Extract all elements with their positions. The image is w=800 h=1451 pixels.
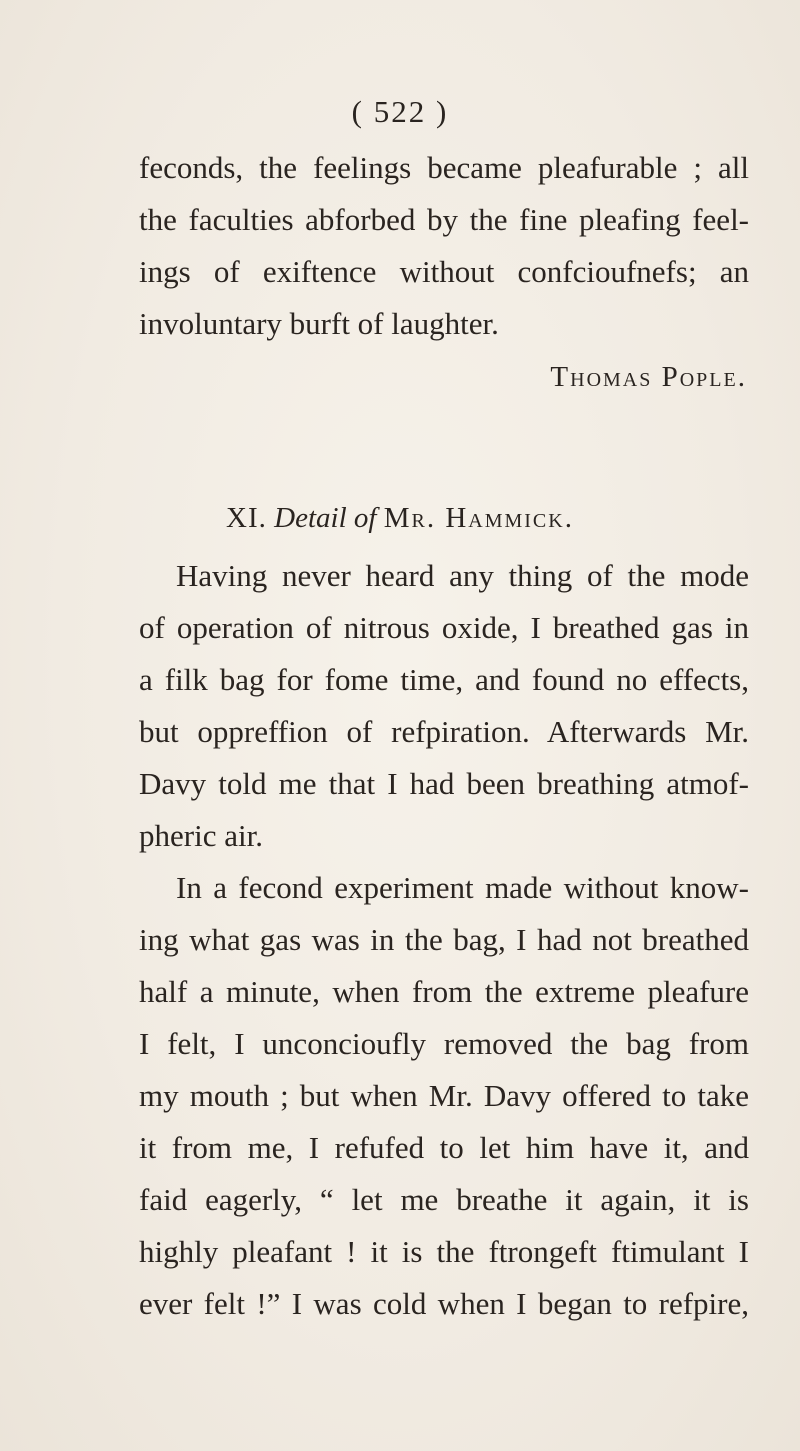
section-title-name: Mr. Hammick. xyxy=(383,502,574,534)
section-heading xyxy=(0,498,800,538)
signature: Thomas Pople. xyxy=(550,361,747,393)
text-line: faid eagerly, “ let me breathe it again, it is xyxy=(139,1182,749,1217)
text-line: involuntary burft of laughter. xyxy=(139,306,499,341)
text-line: ings of exiftence without confcioufnefs; an xyxy=(139,254,749,289)
text-line: In a fecond experiment made without know- xyxy=(176,870,749,905)
text-line: I felt, I unconcioufly removed the bag from xyxy=(139,1026,749,1061)
text-line: it from me, I refufed to let him have it, and xyxy=(139,1130,749,1165)
text-line: feconds, the feelings became pleafurable ; all xyxy=(139,150,749,185)
text-line: highly pleafant ! it is the ftrongeft ftimulant I xyxy=(139,1234,749,1269)
page-number: ( 522 ) xyxy=(351,94,449,129)
text-line: a filk bag for fome time, and found no effects, xyxy=(139,662,749,697)
text-line: ever felt !” I was cold when I began to refpire, xyxy=(139,1286,749,1321)
text-line: of operation of nitrous oxide, I breathed gas in xyxy=(139,610,749,645)
text-line: pheric air. xyxy=(139,818,263,853)
text-line: the faculties abforbed by the fine pleafing feel- xyxy=(139,202,749,237)
section-title-italic: Detail of xyxy=(274,502,377,534)
text-line: but oppreffion of refpiration. Afterwards Mr. xyxy=(139,714,749,749)
text-line: my mouth ; but when Mr. Davy offered to take xyxy=(139,1078,749,1113)
text-line: Having never heard any thing of the mode xyxy=(176,558,749,593)
text-line: half a minute, when from the extreme pleafure xyxy=(139,974,749,1009)
text-line: Davy told me that I had been breathing atmof- xyxy=(139,766,749,801)
text-line: ing what gas was in the bag, I had not breathed xyxy=(139,922,749,957)
section-number: XI. xyxy=(226,502,267,534)
